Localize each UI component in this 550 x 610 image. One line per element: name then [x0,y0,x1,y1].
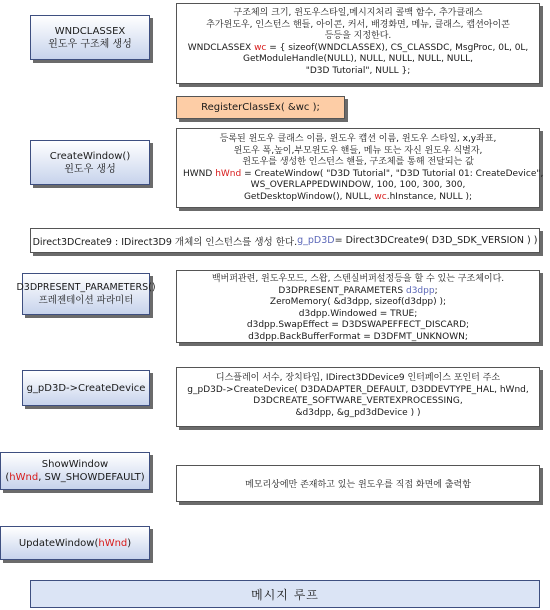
wndclassex-desc-line-1: 구조체의 크기, 윈도우스타일,메시지처리 콜백 함수, 추가클래스 [233,8,483,18]
d3dpp-code-line-3: d3dpp.Windowed = TRUE; [298,308,418,319]
wndclassex-code-line-3: "D3D Tutorial", NULL }; [305,65,411,76]
d3dpp-code-line-4: d3dpp.SwapEffect = D3DSWAPEFFECT_DISCARD; [246,320,470,331]
message-loop-label: 메시지 루프 [251,587,319,602]
wndclassex-node [30,15,150,60]
wndclassex-code-line-2: GetModuleHandle(NULL), NULL, NULL, NULL, NULL, [242,54,473,65]
showwindow-desc-text: 메모리상에만 존재하고 있는 윈도우를 직접 화면에 출력함 [245,480,471,490]
d3dpp-code1-var: d3dpp [405,285,435,296]
createwindow-code-post: = CreateWindow( "D3D Tutorial", "D3D Tutorial 01: CreateDevice", [241,168,544,179]
d3dpp-code1-post: ; [434,285,438,296]
createdevice-description [176,367,540,427]
register-class-box [176,96,345,119]
showwindow-description [176,465,540,502]
wndclassex-title: WNDCLASSEX [54,25,126,37]
createdevice-node [22,370,150,406]
wndclassex-code-var: wc [254,42,267,53]
createdevice-desc-line-1: 디스플레이 서수, 장치타입, IDirect3DDevice9 인터페이스 포인터 주소 [215,373,501,383]
d3dpp-description [176,270,540,343]
direct3dcreate-box [30,228,540,253]
showwindow-arg-var: hWnd [9,472,39,483]
createwindow-desc-line-3: 윈도우를 생성한 인스턴스 핸들, 구조체를 통해 전달되는 값 [242,157,474,168]
d3dpp-subtitle: 프레젠테이션 파라미터 [38,295,134,306]
createwindow-title: CreateWindow() [49,150,131,162]
showwindow-arg-rest: , SW_SHOWDEFAULT) [38,472,145,483]
d3dpp-code-line-5: d3dpp.BackBufferFormat = D3DFMT_UNKNOWN; [248,331,468,342]
createwindow-code-var: hWnd [215,168,242,179]
d3dpp-code-line-2: ZeroMemory( &d3dpp, sizeof(d3dpp) ); [269,297,447,308]
direct3dcreate-var: g_pD3D [297,235,335,246]
createwindow-code-line-3 [183,192,533,204]
updatewindow-title-post: ) [127,537,132,549]
wndclassex-code-pre: WNDCLASSEX [187,42,255,53]
createwindow-code3-pre: GetDesktopWindow(), NULL, [243,191,375,202]
wndclassex-desc-line-2: 추가윈도우, 인스턴스 핸들, 아이콘, 커서, 배경화면, 메뉴, 클래스, 캡션아이콘 [206,19,510,30]
createwindow-code-line-1 [183,168,544,181]
d3dpp-code1-pre: D3DPRESENT_PARAMETERS [278,285,406,296]
updatewindow-title [19,537,131,550]
updatewindow-node [0,526,150,560]
showwindow-args [5,471,144,484]
showwindow-node [0,452,150,490]
wndclassex-code-post: = { sizeof(WNDCLASSEX), CS_CLASSDC, MsgProc, 0L, 0L, [266,42,529,53]
createwindow-code3-post: .hInstance, NULL ); [386,191,473,202]
createdevice-code-line-1: g_pD3D->CreateDevice( D3DADAPTER_DEFAULT, D3DDEVTYPE_HAL, hWnd, [187,384,529,395]
createwindow-description [176,128,544,208]
createwindow-desc-line-1: 등록된 윈도우 클래스 이름, 윈도우 캡션 이름, 윈도우 스타일, x,y좌표, [219,134,497,144]
message-loop-bar [30,580,540,608]
d3dpp-desc-line-1: 백버퍼관련, 윈도우모드, 스왑, 스텐실버퍼설정등을 할 수 있는 구조체이다. [211,274,505,284]
updatewindow-title-var: hWnd [98,537,128,549]
register-class-label: RegisterClassEx( &wc ); [201,102,320,113]
wndclassex-description [176,3,540,84]
d3dpp-code-line-1 [183,286,533,298]
wndclassex-code-line-1 [183,43,533,55]
createwindow-code-pre: HWND [183,168,216,179]
createwindow-subtitle: 윈도우 생성 [64,163,116,175]
createdevice-code-line-2: D3DCREATE_SOFTWARE_VERTEXPROCESSING, [253,396,463,407]
direct3dcreate-text-post: = Direct3DCreate9( D3D_SDK_VERSION ) ) [334,235,538,246]
wndclassex-subtitle: 윈도우 구조체 생성 [48,38,132,50]
showwindow-title: ShowWindow [41,459,109,470]
direct3dcreate-text-pre: Direct3DCreate9 : IDirect3D9 개체의 인스턴스를 생성 한다. [32,236,298,248]
createwindow-node [30,140,150,185]
createdevice-code-line-3: &d3dpp, &g_pd3dDevice ) ) [295,407,421,418]
d3dpp-title: D3DPRESENT_PARAMETERS() [16,282,156,293]
wndclassex-desc-line-3: 등등을 지정한다. [324,31,392,42]
createwindow-desc-line-2: 윈도우 폭,높이,부모윈도우 핸들, 메뉴 또는 자신 윈도우 식별자, [233,145,483,156]
createwindow-code3-var: wc [374,191,387,202]
createdevice-title: g_pD3D->CreateDevice [26,382,146,394]
d3dpp-node [16,273,156,315]
updatewindow-title-pre: UpdateWindow( [18,537,99,549]
showwindow-arg-open: ( [5,472,10,483]
createwindow-code-line-2: WS_OVERLAPPEDWINDOW, 100, 100, 300, 300, [250,180,466,191]
